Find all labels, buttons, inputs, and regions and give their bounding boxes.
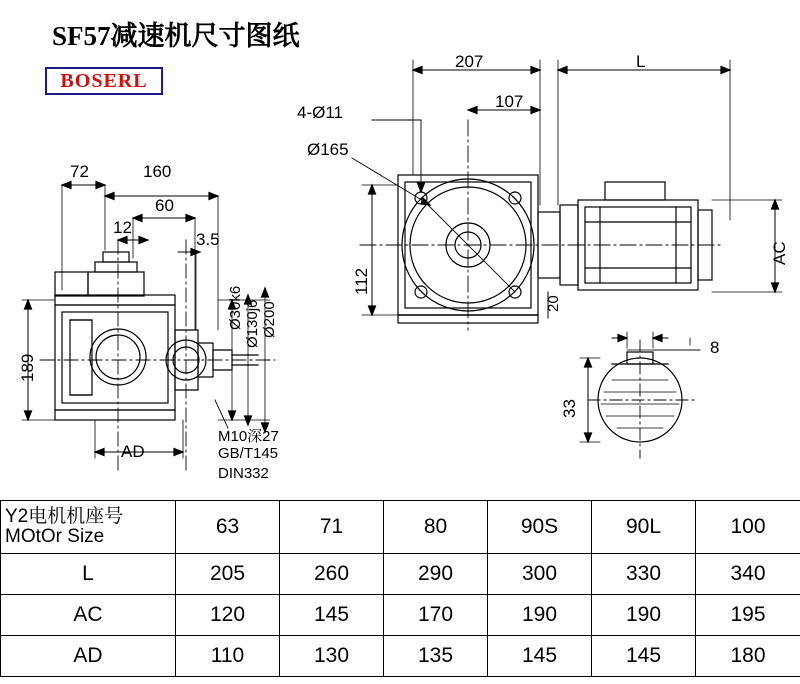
- dim-label-4xO11: 4-Ø11: [297, 103, 343, 122]
- table-row: [1, 554, 800, 595]
- cell-AD-90S: 145: [488, 636, 592, 677]
- cell-AD-71: 130: [280, 636, 384, 677]
- cell-AC-90S: 190: [488, 595, 592, 636]
- dim-label-72: 72: [70, 162, 89, 181]
- cell-AC-90L: 190: [592, 595, 696, 636]
- cell-AC-63: 120: [176, 595, 280, 636]
- header-line-en: MOtOr Size: [5, 526, 105, 547]
- cell-AC-80: 170: [384, 595, 488, 636]
- dim-label-12: 12: [113, 218, 132, 237]
- dim-label-20: 20: [545, 295, 562, 312]
- cell-L-90S: 300: [488, 554, 592, 595]
- table-header-motor-size: [1, 501, 176, 554]
- note-m10: M10深27: [218, 428, 279, 445]
- note-din: DIN332: [218, 465, 269, 482]
- dim-label-112: 112: [352, 267, 371, 295]
- table-row-header: [1, 501, 800, 554]
- table-row: [1, 595, 800, 636]
- dim-label-O165: Ø165: [307, 140, 349, 159]
- cell-AD-63: 110: [176, 636, 280, 677]
- cell-AD-80: 135: [384, 636, 488, 677]
- row-label-L: L: [1, 554, 176, 595]
- table-row: [1, 636, 800, 677]
- cell-L-63: 205: [176, 554, 280, 595]
- dim-label-60: 60: [155, 196, 174, 215]
- table-col-header-3: 90S: [488, 501, 592, 554]
- cell-L-71: 260: [280, 554, 384, 595]
- dim-label-160: 160: [143, 162, 172, 181]
- table-col-header-2: 80: [384, 501, 488, 554]
- dim-label-207: 207: [455, 52, 484, 71]
- dim-label-O200: Ø200: [261, 301, 278, 338]
- table-col-header-1: 71: [280, 501, 384, 554]
- dim-label-L: L: [636, 52, 646, 71]
- brand-logo-text: BOSERL: [60, 69, 148, 92]
- dim-label-O30k6: Ø30k6: [227, 285, 244, 330]
- row-label-AD: AD: [1, 636, 176, 677]
- spec-table: [0, 500, 800, 677]
- table-col-header-4: 90L: [592, 501, 696, 554]
- cell-L-100: 340: [696, 554, 800, 595]
- dim-label-189: 189: [18, 353, 37, 382]
- cell-AC-100: 195: [696, 595, 800, 636]
- table-col-header-0: 63: [176, 501, 280, 554]
- dim-label-107: 107: [495, 92, 524, 111]
- dim-label-AC: AC: [770, 241, 789, 265]
- cell-AD-90L: 145: [592, 636, 696, 677]
- table-col-header-5: 100: [696, 501, 800, 554]
- dim-label-O130j6: Ø130j6: [244, 299, 261, 348]
- note-gb: GB/T145: [218, 445, 279, 462]
- cell-AC-71: 145: [280, 595, 384, 636]
- page-title: SF57减速机尺寸图纸: [52, 21, 300, 51]
- dim-label-8: 8: [710, 338, 720, 357]
- dim-label-AD: AD: [121, 442, 145, 461]
- dim-label-33: 33: [560, 399, 579, 418]
- dim-label-3-5: 3.5: [196, 230, 220, 249]
- cell-L-90L: 330: [592, 554, 696, 595]
- header-line-cn: Y2电机机座号: [5, 506, 124, 528]
- cell-AD-100: 180: [696, 636, 800, 677]
- row-label-AC: AC: [1, 595, 176, 636]
- cell-L-80: 290: [384, 554, 488, 595]
